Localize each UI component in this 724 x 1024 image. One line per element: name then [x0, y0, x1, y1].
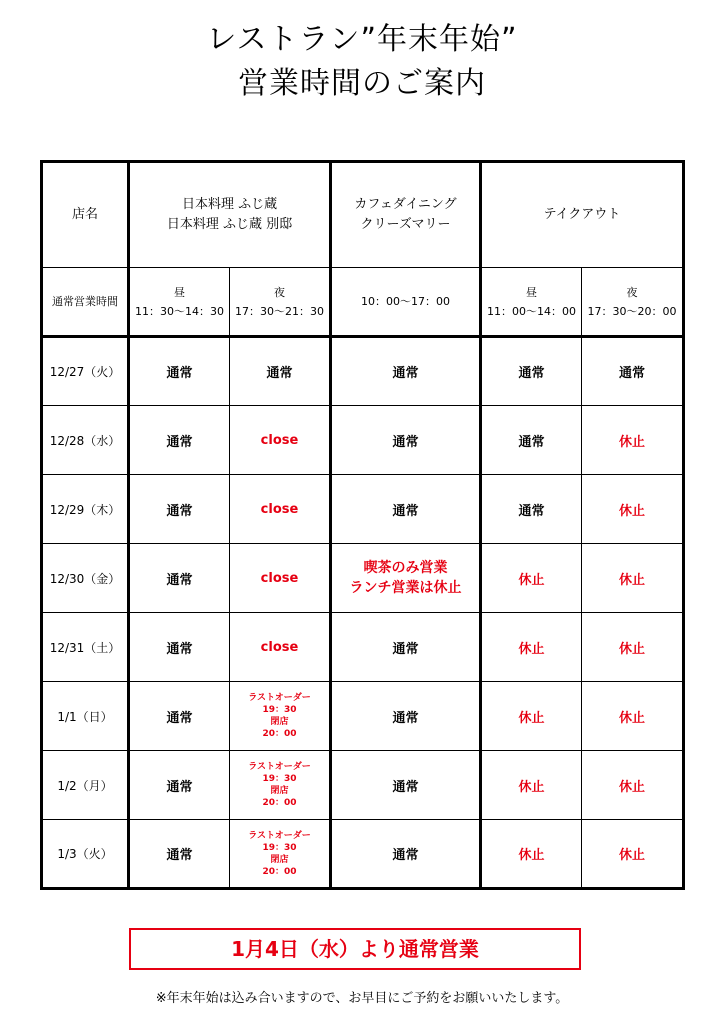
date-cell: 12/30（金）: [42, 544, 129, 613]
takeout-dinner-label: 夜: [626, 285, 638, 299]
closing-time: 20：00: [262, 798, 297, 808]
fuji-lunch-status: 通常: [129, 682, 230, 751]
cafe-header: [331, 162, 481, 268]
fuji-dinner-label: 夜: [274, 285, 285, 299]
fuji-lunch-time: 11：30〜14：30: [135, 304, 224, 318]
fuji-dinner-hours: [230, 268, 331, 337]
last-order-label: ラストオーダー: [248, 762, 311, 772]
fuji-lunch-status: 通常: [129, 544, 230, 613]
closing-label: 閉店: [270, 854, 289, 865]
cafe-name-1: カフェダイニング: [354, 197, 457, 212]
last-order-time: 19：30: [262, 774, 297, 784]
closing-label: 閉店: [270, 717, 289, 727]
restaurant-name-2: 日本料理 ふじ蔵 別邸: [166, 217, 293, 232]
fuji-dinner-time: 17：30〜21：30: [235, 304, 324, 318]
fuji-lunch-status: 通常: [129, 475, 230, 544]
fuji-lunch-status: 通常: [129, 751, 230, 820]
takeout-lunch-status: 通常: [481, 337, 582, 406]
takeout-dinner-status: 休止: [582, 820, 684, 889]
last-order-label: ラストオーダー: [248, 830, 311, 841]
fuji-dinner-status: [230, 682, 331, 751]
takeout-dinner-status: 休止: [582, 475, 684, 544]
takeout-lunch-status: 休止: [481, 682, 582, 751]
takeout-lunch-status: 休止: [481, 613, 582, 682]
takeout-lunch-hours: [481, 268, 582, 337]
business-hours-table: [40, 160, 685, 890]
closing-label: 閉店: [270, 786, 289, 796]
takeout-lunch-status: 休止: [481, 751, 582, 820]
takeout-dinner-time: 17：30〜20：00: [587, 304, 677, 318]
fuji-lunch-status: 通常: [129, 406, 230, 475]
takeout-dinner-status: 休止: [582, 406, 684, 475]
date-cell: 12/28（水）: [42, 406, 129, 475]
reservation-note: ※年末年始は込み合いますので、お早目にご予約をお願いいたします。: [155, 991, 569, 1006]
cafe-status: 通常: [331, 406, 481, 475]
hours-label: 通常営業時間: [42, 268, 129, 337]
table-row: [42, 613, 684, 682]
fuji-dinner-status: [230, 751, 331, 820]
hours-row: [42, 268, 684, 337]
table-row: [42, 820, 684, 889]
fuji-dinner-status: close: [230, 613, 331, 682]
takeout-dinner-status: 休止: [582, 751, 684, 820]
date-cell: 1/1（日）: [42, 682, 129, 751]
date-cell: 1/2（月）: [42, 751, 129, 820]
fuji-dinner-status: close: [230, 406, 331, 475]
fuji-lunch-status: 通常: [129, 820, 230, 889]
table-row: [42, 337, 684, 406]
takeout-dinner-status: 休止: [582, 682, 684, 751]
table-header-row: [42, 162, 684, 268]
closing-time: 20：00: [262, 729, 297, 739]
table-row: [42, 751, 684, 820]
takeout-lunch-status: 通常: [481, 475, 582, 544]
takeout-lunch-status: 休止: [481, 544, 582, 613]
cafe-hours: 10：00〜17：00: [331, 268, 481, 337]
takeout-header: テイクアウト: [481, 162, 684, 268]
cafe-status: 通常: [331, 337, 481, 406]
fuji-lunch-label: 昼: [174, 285, 185, 299]
page-title-line1: レストラン”年末年始”: [206, 22, 518, 57]
cafe-status: 通常: [331, 820, 481, 889]
store-name-header: 店名: [42, 162, 129, 268]
table-row: [42, 475, 684, 544]
cafe-name-2: クリーズマリー: [360, 217, 451, 232]
date-cell: 12/27（火）: [42, 337, 129, 406]
takeout-dinner-hours: [582, 268, 684, 337]
last-order-label: ラストオーダー: [248, 693, 311, 703]
cafe-notice-line2: ランチ営業は休止: [349, 580, 462, 596]
date-cell: 1/3（火）: [42, 820, 129, 889]
page-title-line2: 営業時間のご案内: [238, 66, 486, 101]
restaurant-header: [129, 162, 331, 268]
fuji-lunch-status: 通常: [129, 613, 230, 682]
resume-notice-banner: 1月4日（水）より通常営業: [129, 928, 581, 970]
takeout-lunch-label: 昼: [526, 285, 538, 299]
takeout-lunch-time: 11：00〜14：00: [487, 304, 577, 318]
restaurant-name-1: 日本料理 ふじ蔵: [181, 197, 278, 212]
date-cell: 12/29（木）: [42, 475, 129, 544]
closing-time: 20：00: [262, 866, 297, 877]
fuji-dinner-status: close: [230, 544, 331, 613]
fuji-lunch-hours: [129, 268, 230, 337]
cafe-status: 通常: [331, 475, 481, 544]
takeout-dinner-status: 通常: [582, 337, 684, 406]
table-row: [42, 544, 684, 613]
last-order-time: 19：30: [262, 842, 297, 853]
cafe-status: 通常: [331, 751, 481, 820]
cafe-notice-line1: 喫茶のみ営業: [363, 560, 448, 576]
fuji-dinner-status: [230, 820, 331, 889]
takeout-lunch-status: 休止: [481, 820, 582, 889]
fuji-dinner-status: close: [230, 475, 331, 544]
last-order-time: 19：30: [262, 705, 297, 715]
takeout-dinner-status: 休止: [582, 544, 684, 613]
cafe-status: 通常: [331, 613, 481, 682]
fuji-dinner-status: 通常: [230, 337, 331, 406]
table-row: [42, 406, 684, 475]
fuji-lunch-status: 通常: [129, 337, 230, 406]
takeout-dinner-status: 休止: [582, 613, 684, 682]
cafe-status: [331, 544, 481, 613]
table-row: [42, 682, 684, 751]
takeout-lunch-status: 通常: [481, 406, 582, 475]
date-cell: 12/31（土）: [42, 613, 129, 682]
cafe-status: 通常: [331, 682, 481, 751]
